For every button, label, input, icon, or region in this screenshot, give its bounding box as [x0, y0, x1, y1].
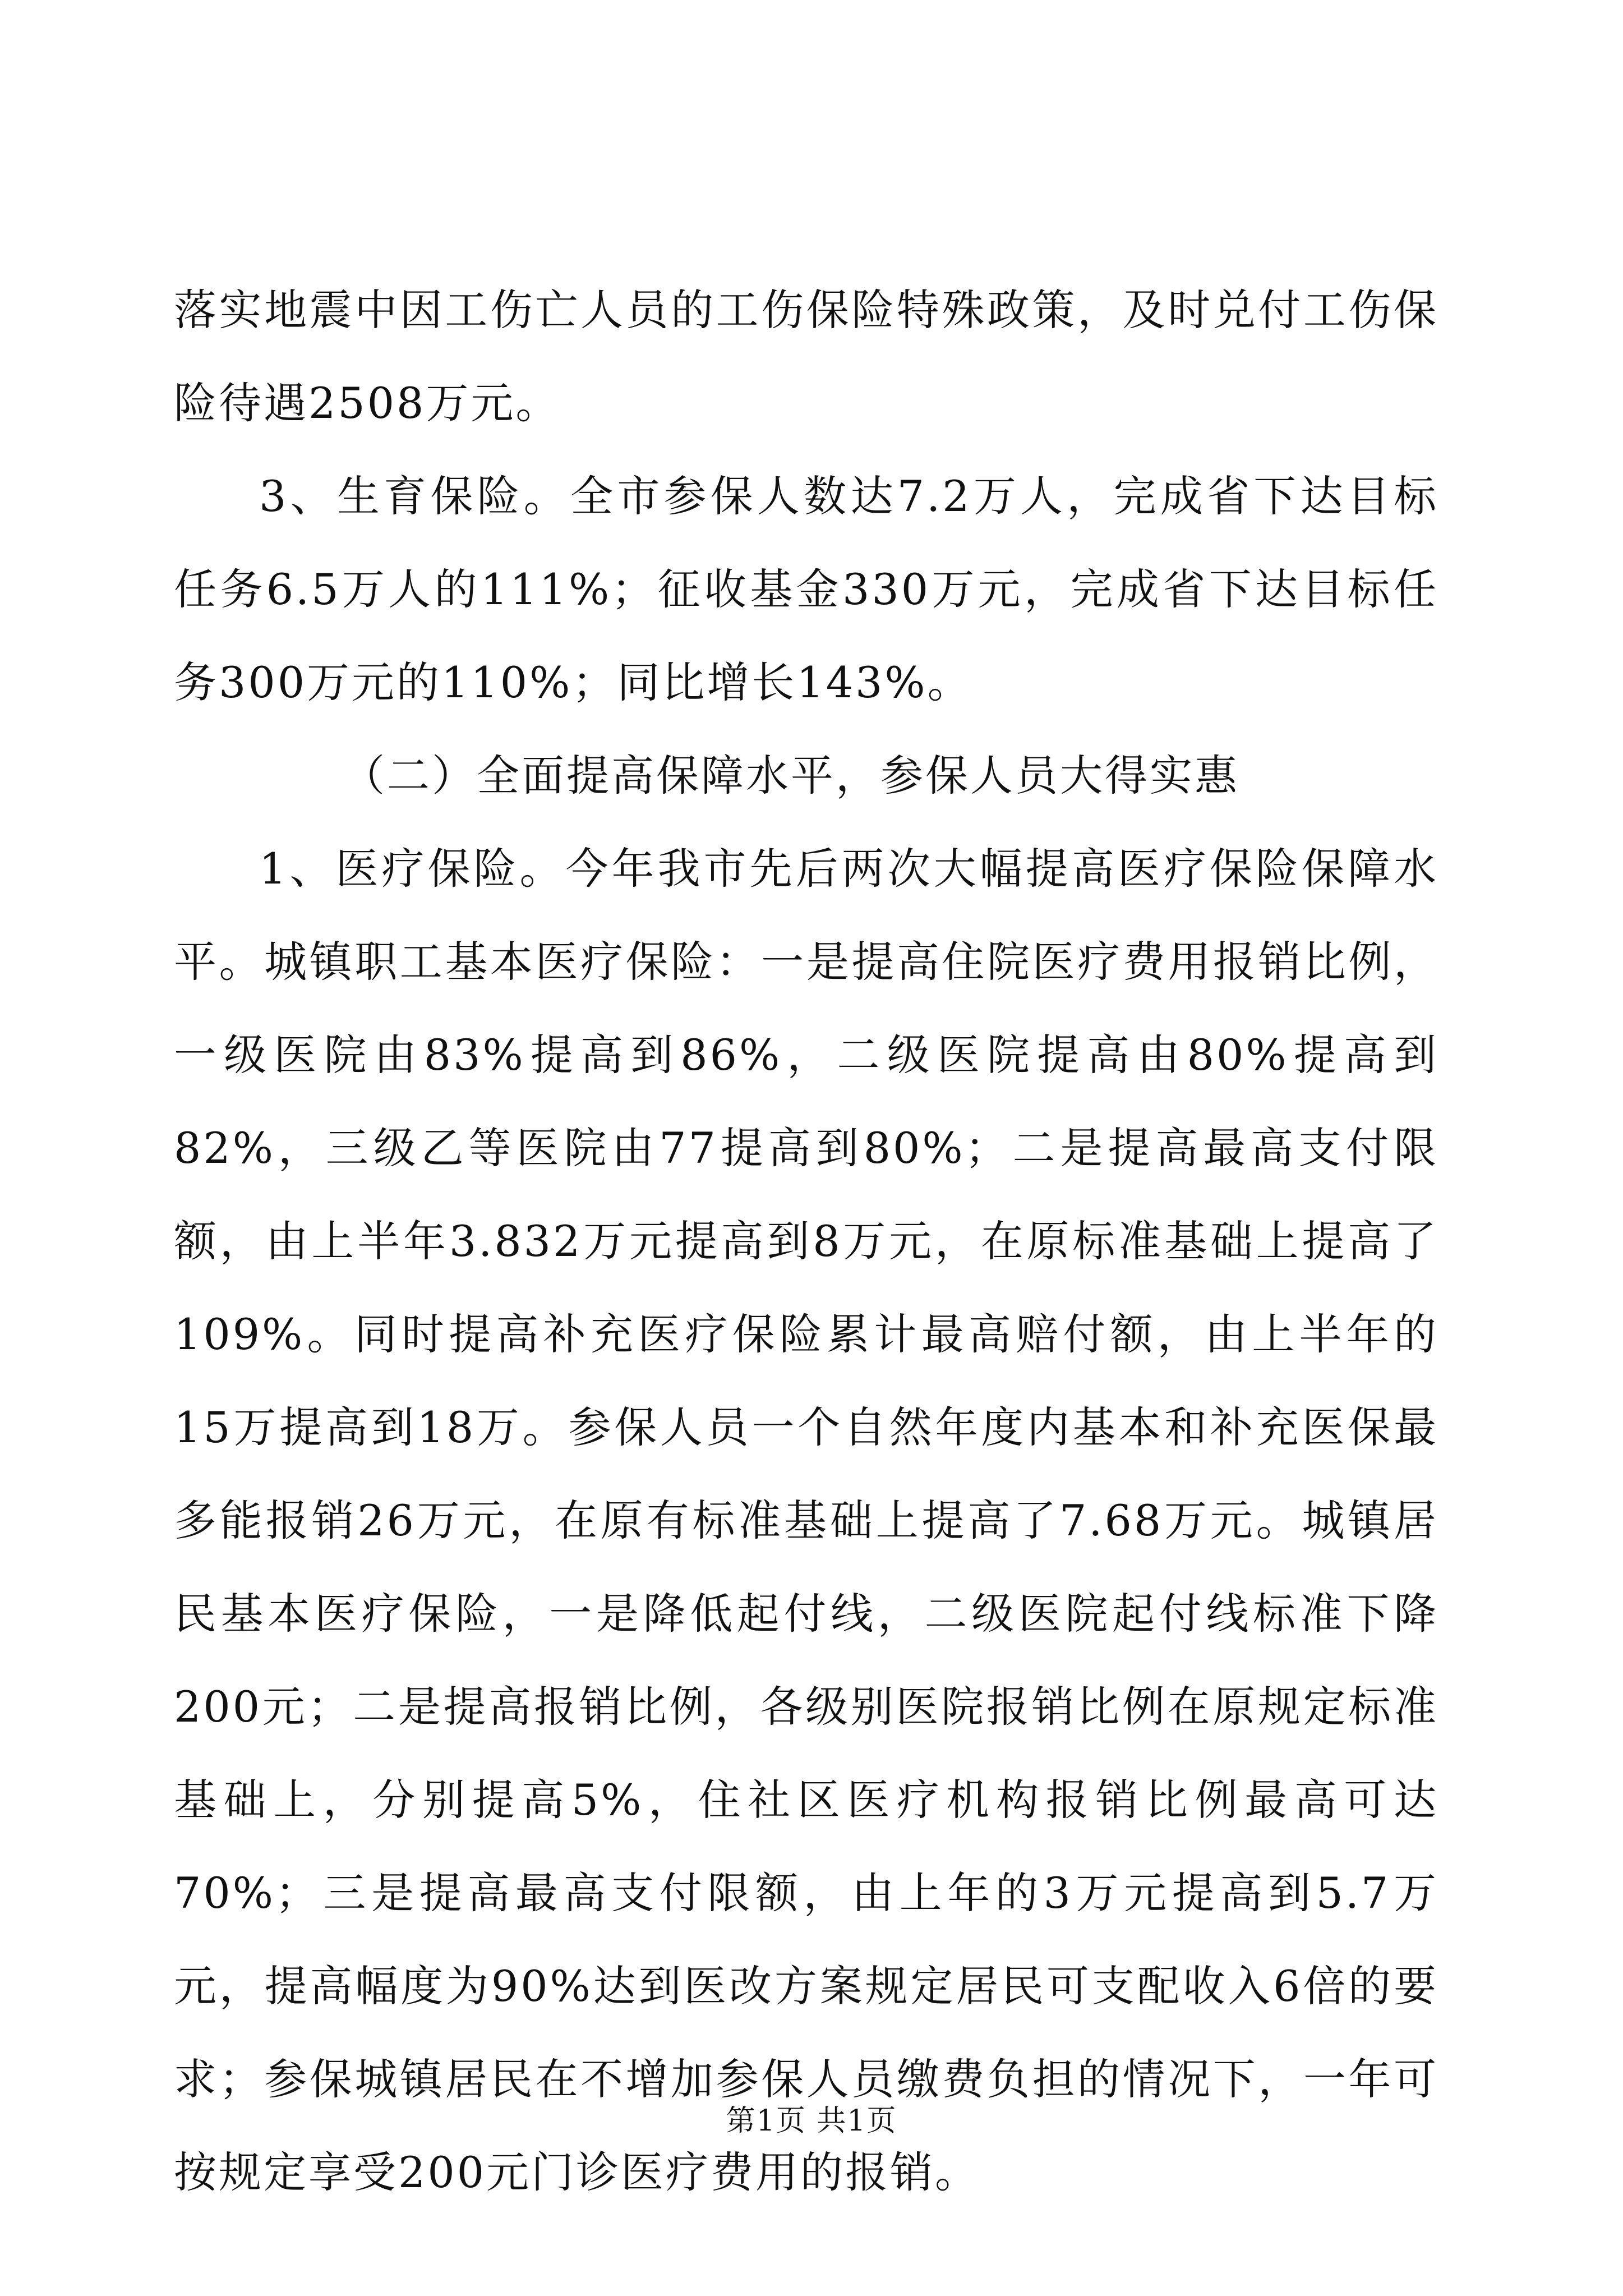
page-footer: 第1页 共1页 [726, 2104, 897, 2138]
document-body [174, 264, 1438, 2219]
section-heading-2: （二）全面提高保障水平，参保人员大得实惠 [342, 751, 1239, 800]
paragraph-work-injury-continued: 落实地震中因工伤亡人员的工伤保险特殊政策，及时兑付工伤保险待遇2508万元。 [174, 285, 1438, 428]
paragraph-medical-insurance: 1、医疗保险。今年我市先后两次大幅提高医疗保险保障水平。城镇职工基本医疗保险：一是提高住院医疗费用报销比例，一级医院由83%提高到86%，二级医院提高由80%提高到82%，三级乙等医院由77提高到80%；二是提高最高支付限额，由上半年3.832万元提高到8万元，在原标准基础上提高了109%。同时提高补充医疗保险累计最高赔付额，由上半年的15万提高到18万。参保人员一个自然年度内基本和补充医保最多能报销26万元，在原有标准基础上提高了7.68万元。城镇居民基本医疗保险，一是降低起付线，二级医院起付线标准下降200元；二是提高报销比例，各级别医院报销比例在原规定标准基础上，分别提高5%，住社区医疗机构报销比例最高可达70%；三是提高最高支付限额，由上年的3万元提高到5.7万元，提高幅度为90%达到医改方案规定居民可支配收入6倍的要求；参保城镇居民在不增加参保人员缴费负担的情况下，一年可按规定享受200元门诊医疗费用的报销。 [174, 844, 1438, 2197]
paragraph-maternity-insurance: 3、生育保险。全市参保人数达7.2万人，完成省下达目标任务6.5万人的111%；征收基金330万元，完成省下达目标任务300万元的110%；同比增长143%。 [174, 471, 1438, 707]
